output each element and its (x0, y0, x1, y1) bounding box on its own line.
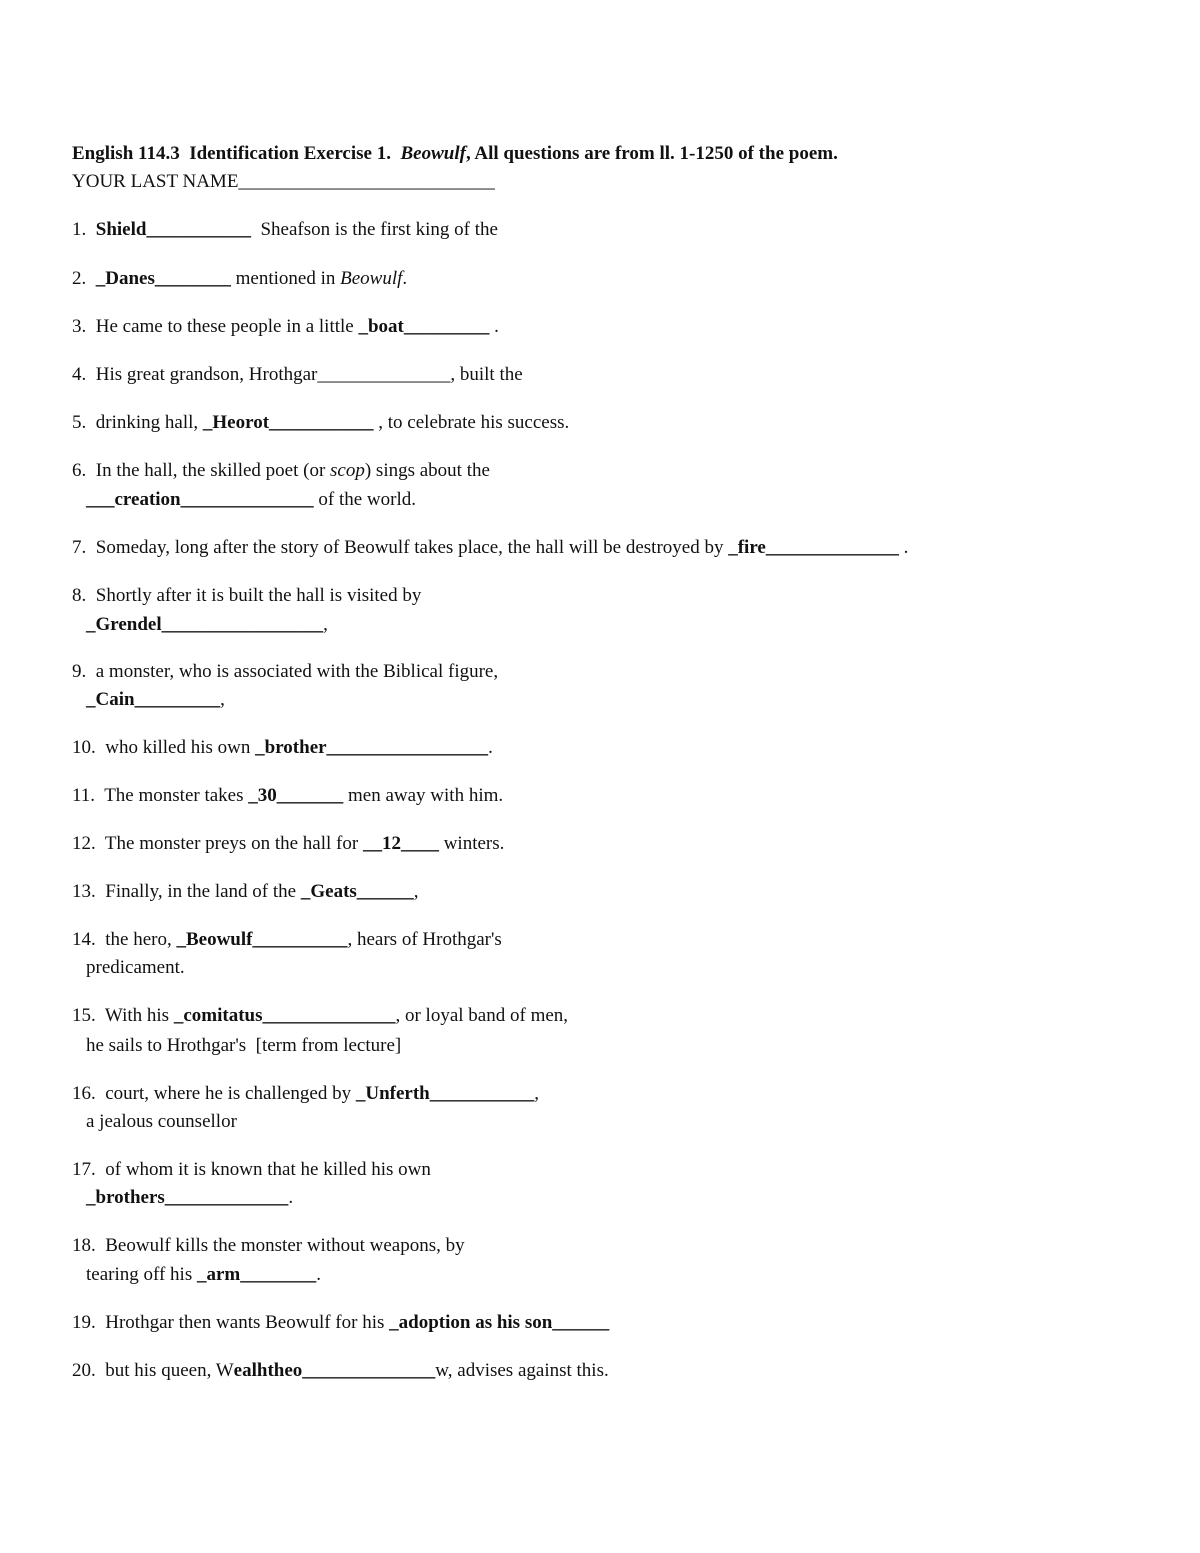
question-6 (72, 460, 490, 482)
question-6-continuation (86, 489, 416, 511)
question-text: who killed his own (105, 737, 256, 758)
question-3 (72, 316, 499, 338)
question-text: Hrothgar then wants Beowulf for his (105, 1312, 390, 1333)
question-text: His great grandson, Hrothgar______________, built the (95, 364, 523, 385)
question-text: winters. (438, 833, 505, 854)
question-number: 19. (72, 1312, 106, 1333)
question-number: 7. (72, 537, 96, 558)
question-number: 17. (72, 1159, 106, 1180)
question-9 (72, 661, 498, 683)
question-10 (72, 737, 493, 759)
question-text: . (489, 316, 499, 337)
question-number: 20. (72, 1360, 106, 1381)
question-text: drinking hall, (95, 412, 203, 433)
question-14-continuation: predicament. (86, 957, 185, 978)
question-text: . (288, 1187, 294, 1208)
question-text: . (898, 537, 909, 558)
question-text: court, where he is challenged by (105, 1083, 356, 1104)
question-text: The monster preys on the hall for (104, 833, 363, 854)
question-number: 1. (72, 219, 96, 240)
question-number: 2. (72, 268, 96, 289)
question-12 (72, 833, 504, 855)
question-16 (72, 1083, 539, 1105)
question-text: With his (104, 1005, 174, 1026)
question-text: tearing off his (86, 1264, 197, 1285)
answer-blank[interactable]: __12____ (362, 833, 439, 854)
question-5 (72, 412, 569, 434)
answer-blank[interactable]: ___creation______________ (86, 489, 314, 510)
question-text: , (413, 881, 419, 902)
question-text: . (316, 1264, 322, 1285)
title-text: English 114.3 Identification Exercise 1. (72, 143, 401, 164)
question-number: 9. (72, 661, 96, 682)
question-1 (72, 219, 498, 241)
question-text: Someday, long after the story of Beowulf takes place, the hall will be destroyed by (95, 537, 729, 558)
answer-blank[interactable]: _Heorot___________ (202, 412, 374, 433)
answer-blank[interactable]: _adoption as his son______ (389, 1312, 610, 1333)
title-text-end: , All questions are from ll. 1-1250 of the poem. (465, 143, 838, 164)
question-number: 11. (72, 785, 105, 806)
question-text: , (534, 1083, 539, 1104)
question-text: mentioned in (230, 268, 341, 289)
question-16-continuation: a jealous counsellor (86, 1111, 237, 1132)
question-text: He came to these people in a little (95, 316, 359, 337)
question-number: 3. (72, 316, 96, 337)
question-text: In the hall, the skilled poet (or (95, 460, 331, 481)
question-11 (72, 785, 503, 807)
question-text: Finally, in the land of the (105, 881, 301, 902)
question-18-continuation (86, 1264, 321, 1286)
answer-blank[interactable]: ealhtheo______________ (233, 1360, 436, 1381)
question-15-continuation: he sails to Hrothgar's [term from lecture] (86, 1035, 402, 1056)
question-number: 10. (72, 737, 106, 758)
answer-blank[interactable]: _Geats______ (300, 881, 414, 902)
answer-blank[interactable]: _brothers_____________ (86, 1187, 289, 1208)
question-18 (72, 1235, 465, 1257)
question-20 (72, 1360, 609, 1382)
answer-blank[interactable]: _arm________ (197, 1264, 317, 1285)
question-7 (72, 537, 908, 559)
question-text: . (488, 737, 493, 758)
answer-blank[interactable]: _Danes________ (95, 268, 231, 289)
question-text: Shortly after it is built the hall is visited by (95, 585, 422, 606)
answer-blank[interactable]: _30_______ (248, 785, 344, 806)
question-number: 16. (72, 1083, 106, 1104)
question-text: a monster, who is associated with the Biblical figure, (95, 661, 499, 682)
question-17 (72, 1159, 431, 1181)
question-number: 6. (72, 460, 96, 481)
question-text: of the world. (313, 489, 417, 510)
question-text: but his queen, W (105, 1360, 234, 1381)
answer-blank[interactable]: _Grendel_________________ (86, 614, 324, 635)
answer-blank[interactable]: _boat_________ (358, 316, 490, 337)
question-text: the hero, (105, 929, 177, 950)
answer-blank[interactable]: _comitatus______________ (173, 1005, 396, 1026)
question-text: men away with him. (343, 785, 504, 806)
question-19 (72, 1312, 609, 1334)
question-text: ) sings about the (364, 460, 490, 481)
question-4 (72, 364, 523, 386)
question-8 (72, 585, 421, 607)
question-text: Beowulf kills the monster without weapons, by (105, 1235, 465, 1256)
question-text: , or loyal band of men, (395, 1005, 569, 1026)
question-text: Sheafson is the first king of the (250, 219, 498, 240)
question-text: of whom it is known that he killed his own (105, 1159, 431, 1180)
question-text: , (220, 689, 225, 710)
question-8-continuation (86, 614, 328, 636)
question-number: 14. (72, 929, 106, 950)
question-number: 12. (72, 833, 105, 854)
answer-blank[interactable]: _Cain_________ (86, 689, 221, 710)
question-text: , (323, 614, 328, 635)
answer-blank[interactable]: _Unferth___________ (355, 1083, 535, 1104)
answer-blank[interactable]: _brother_________________ (255, 737, 489, 758)
question-9-continuation (86, 689, 225, 711)
question-number: 5. (72, 412, 96, 433)
question-14 (72, 929, 502, 951)
question-15 (72, 1005, 568, 1027)
italic-text: Beowulf (340, 268, 403, 289)
worksheet-title (72, 143, 838, 165)
question-text: The monster takes (104, 785, 249, 806)
title-italic: Beowulf (400, 143, 466, 164)
question-text: , to celebrate his success. (373, 412, 570, 433)
question-number: 13. (72, 881, 106, 902)
question-number: 15. (72, 1005, 105, 1026)
last-name-field[interactable]: YOUR LAST NAME___________________________ (72, 171, 495, 192)
question-text: . (402, 268, 408, 289)
question-number: 4. (72, 364, 96, 385)
question-number: 8. (72, 585, 96, 606)
italic-text: scop (330, 460, 365, 481)
answer-blank[interactable]: Shield___________ (95, 219, 251, 240)
question-number: 18. (72, 1235, 106, 1256)
question-text: , hears of Hrothgar's (347, 929, 502, 950)
question-text: w, advises against this. (435, 1360, 609, 1381)
question-13 (72, 881, 419, 903)
question-17-continuation (86, 1187, 293, 1209)
answer-blank[interactable]: _fire______________ (728, 537, 899, 558)
question-2 (72, 268, 407, 290)
answer-blank[interactable]: _Beowulf__________ (176, 929, 348, 950)
